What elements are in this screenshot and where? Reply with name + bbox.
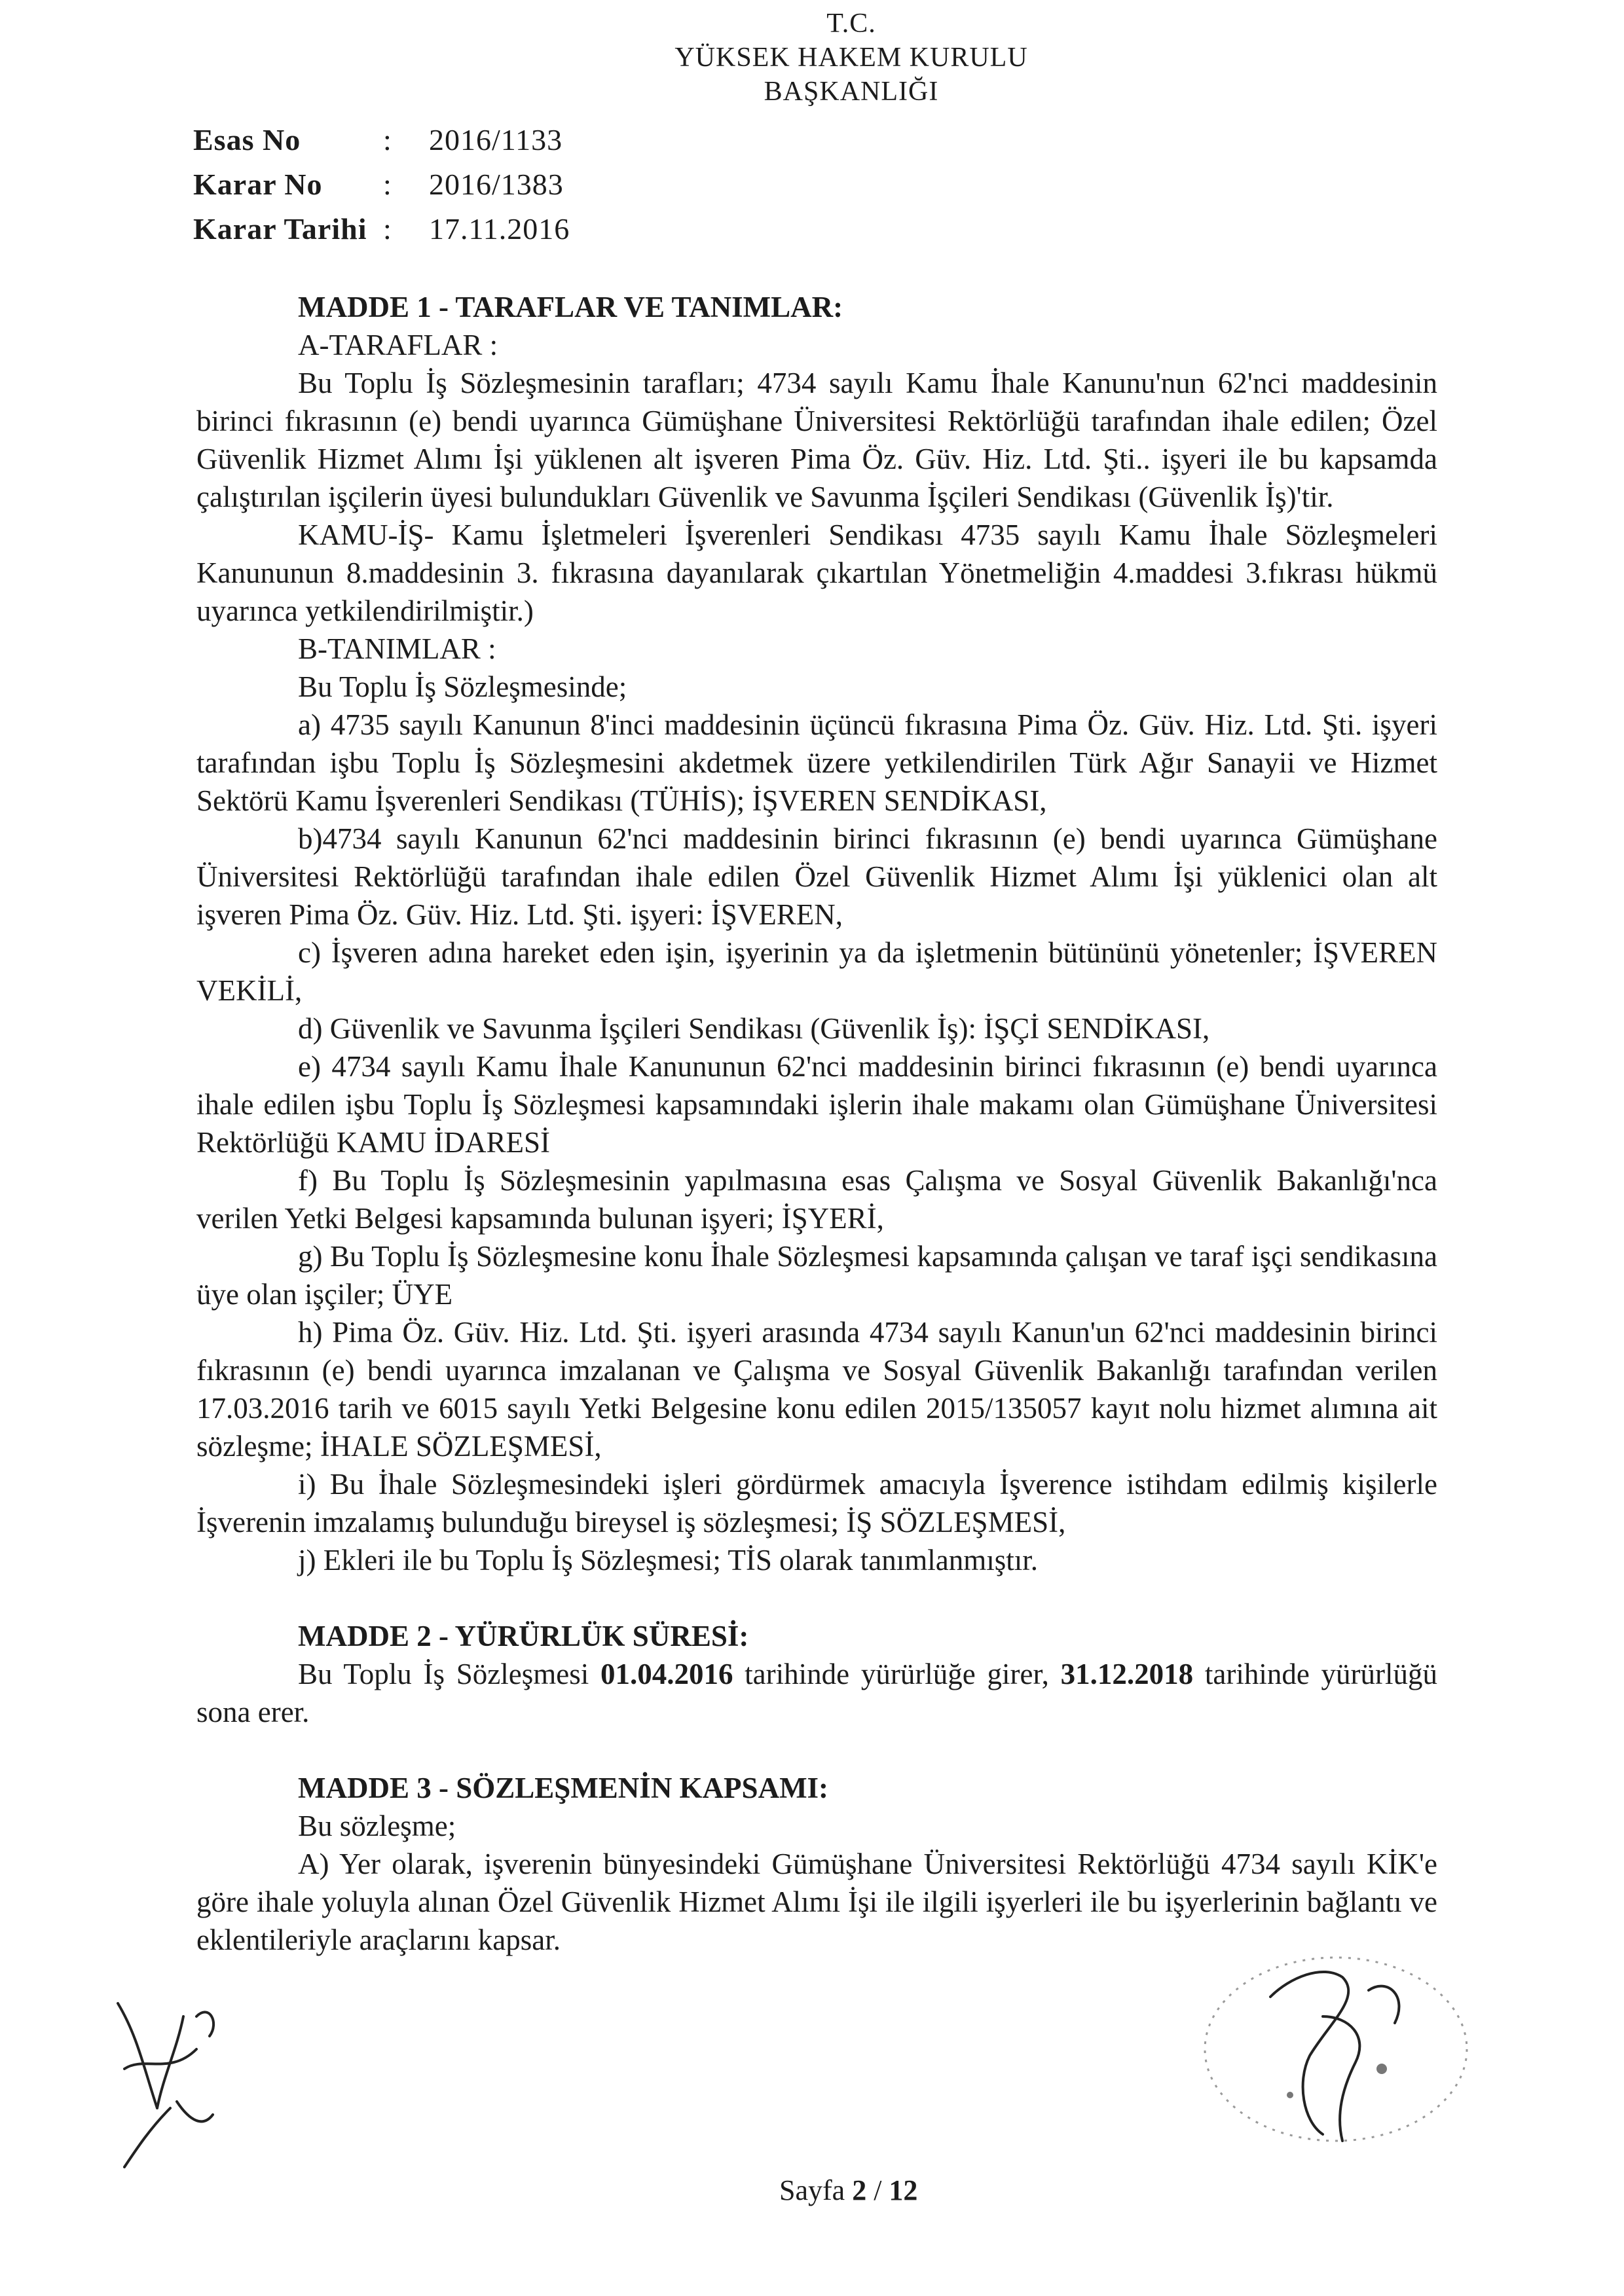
ref-value: 2016/1133: [429, 123, 563, 156]
definition-item-e: e) 4734 sayılı Kamu İhale Kanununun 62'nci maddesinin birinci fıkrasının (e) bendi uyarınca ihale edilen işbu Toplu İş Sözleşmesi kapsamındaki işlerin ihale makamı olan Gümüşhane Üniversitesi Rektörlüğü KAMU İDARESİ: [196, 1050, 1437, 1159]
article-3-intro: Bu sözleşme;: [298, 1810, 456, 1842]
section-b-intro: Bu Toplu İş Sözleşmesinde;: [298, 670, 627, 703]
ref-row-karar: [193, 162, 570, 207]
start-date: 01.04.2016: [600, 1658, 733, 1690]
header-presidency: BAŞKANLIĞI: [764, 77, 939, 107]
document-body: [196, 288, 1437, 1959]
ref-label: Karar No: [193, 168, 323, 201]
right-signature-stamp: [1172, 1938, 1500, 2154]
definition-item-g: g) Bu Toplu İş Sözleşmesine konu İhale Sözleşmesi kapsamında çalışan ve taraf işçi sendikasına üye olan işçiler; ÜYE: [196, 1240, 1437, 1311]
definition-item-j: j) Ekleri ile bu Toplu İş Sözleşmesi; TİS olarak tanımlanmıştır.: [298, 1544, 1039, 1576]
ref-row-esas: [193, 118, 570, 162]
section-b-heading: B-TANIMLAR :: [298, 632, 496, 665]
definition-item-b: b)4734 sayılı Kanunun 62'nci maddesinin birinci fıkrasının (e) bendi uyarınca Gümüşhane Üniversitesi Rektörlüğü tarafından ihale edilen Özel Güvenlik Hizmet Alımı İşi yüklenici olan alt işveren Pima Öz. Güv. Hiz. Ltd. Şti. işyeri: İŞVEREN,: [196, 822, 1437, 931]
case-references: [193, 118, 570, 251]
ref-label: Esas No: [193, 123, 301, 156]
section-a-heading: A-TARAFLAR :: [298, 329, 498, 361]
text-fragment: Bu Toplu İş Sözleşmesi: [298, 1658, 600, 1690]
definition-item-f: f) Bu Toplu İş Sözleşmesinin yapılmasına esas Çalışma ve Sosyal Güvenlik Bakanlığı'nca verilen Yetki Belgesi kapsamında bulunan işyeri; İŞYERİ,: [196, 1164, 1437, 1235]
page-total: 12: [889, 2174, 918, 2206]
ref-label: Karar Tarihi: [193, 212, 367, 246]
header-institution: YÜKSEK HAKEM KURULU: [674, 43, 1028, 73]
page-label: Sayfa: [779, 2174, 853, 2206]
definition-item-d: d) Güvenlik ve Savunma İşçileri Sendikası (Güvenlik İş): İŞÇİ SENDİKASI,: [298, 1012, 1210, 1045]
ref-colon: :: [383, 168, 392, 201]
section-a-paragraph-1: Bu Toplu İş Sözleşmesinin tarafları; 4734 sayılı Kamu İhale Kanunu'nun 62'nci maddesinin birinci fıkrasının (e) bendi uyarınca Gümüşhane Üniversitesi Rektörlüğü tarafından ihale edilen; Özel Güvenlik Hizmet Alımı İşi yüklenen alt işveren Pima Öz. Güv. Hiz. Ltd. Şti.. işyeri ile bu kapsamda çalıştırılan işçilerin üyesi bulundukları Güvenlik ve Savunma İşçileri Sendikası (Güvenlik İş)'tir.: [196, 367, 1437, 513]
ref-value: 17.11.2016: [429, 212, 570, 246]
institution-header: [589, 7, 1113, 109]
ref-colon: :: [383, 212, 392, 246]
page-current: 2: [852, 2174, 867, 2206]
article-2-paragraph: [196, 1655, 1437, 1731]
ref-value: 2016/1383: [429, 168, 564, 201]
article-3-title: MADDE 3 - SÖZLEŞMENİN KAPSAMI:: [298, 1772, 829, 1804]
section-a-paragraph-2: KAMU-İŞ- Kamu İşletmeleri İşverenleri Sendikası 4735 sayılı Kamu İhale Sözleşmeleri Kanununun 8.maddesinin 3. fıkrasına dayanılarak çıkartılan Yönetmeliğin 4.maddesi 3.fıkrası hükmü uyarınca yetkilendirilmiştir.): [196, 519, 1437, 627]
text-fragment: tarihinde yürürlüğe girer,: [733, 1658, 1061, 1690]
spacer: [196, 1731, 1437, 1769]
ref-colon: :: [383, 123, 392, 156]
spacer: [196, 1579, 1437, 1617]
text-fragment: tarihinde yürürlüğü sona erer.: [196, 1658, 1437, 1728]
article-2-title: MADDE 2 - YÜRÜRLÜK SÜRESİ:: [298, 1620, 749, 1652]
header-tc: T.C.: [826, 9, 876, 39]
definition-item-i: i) Bu İhale Sözleşmesindeki işleri gördürmek amacıyla İşverence istihdam edilmiş kişilerle İşverenin imzalamış bulunduğu bireysel iş sözleşmesi; İŞ SÖZLEŞMESİ,: [196, 1468, 1437, 1539]
article-1-title: MADDE 1 - TARAFLAR VE TANIMLAR:: [298, 291, 843, 323]
page-separator: /: [866, 2174, 889, 2206]
left-signature: [79, 1977, 229, 2174]
article-3-item-a: A) Yer olarak, işverenin bünyesindeki Gümüşhane Üniversitesi Rektörlüğü 4734 sayılı KİK'e göre ihale yoluyla alınan Özel Güvenlik Hizmet Alımı İşi ile ilgili işyerleri ile bu işyerlerinin bağlantı ve eklentileriyle araçlarını kapsar.: [196, 1848, 1437, 1956]
ref-row-karar-tarihi: [193, 207, 570, 251]
definition-item-a: a) 4735 sayılı Kanunun 8'inci maddesinin üçüncü fıkrasına Pima Öz. Güv. Hiz. Ltd. Şti. işyeri tarafından işbu Toplu İş Sözleşmesini akdetmek üzere yetkilendirilen Türk Ağır Sanayii ve Hizmet Sektörü Kamu İşverenleri Sendikası (TÜHİS); İŞVEREN SENDİKASI,: [196, 708, 1437, 817]
page-number: [779, 2174, 917, 2207]
definition-item-h: h) Pima Öz. Güv. Hiz. Ltd. Şti. işyeri arasında 4734 sayılı Kanun'un 62'nci maddesinin birinci fıkrasının (e) bendi uyarınca imzalanan ve Çalışma ve Sosyal Güvenlik Bakanlığı tarafından verilen 17.03.2016 tarih ve 6015 sayılı Yetki Belgesine konu edilen 2015/135057 kayıt nolu hizmet alımına ait sözleşme; İHALE SÖZLEŞMESİ,: [196, 1316, 1437, 1463]
definition-item-c: c) İşveren adına hareket eden işin, işyerinin ya da işletmenin bütününü yönetenler; İŞVEREN VEKİLİ,: [196, 936, 1437, 1007]
end-date: 31.12.2018: [1060, 1658, 1194, 1690]
